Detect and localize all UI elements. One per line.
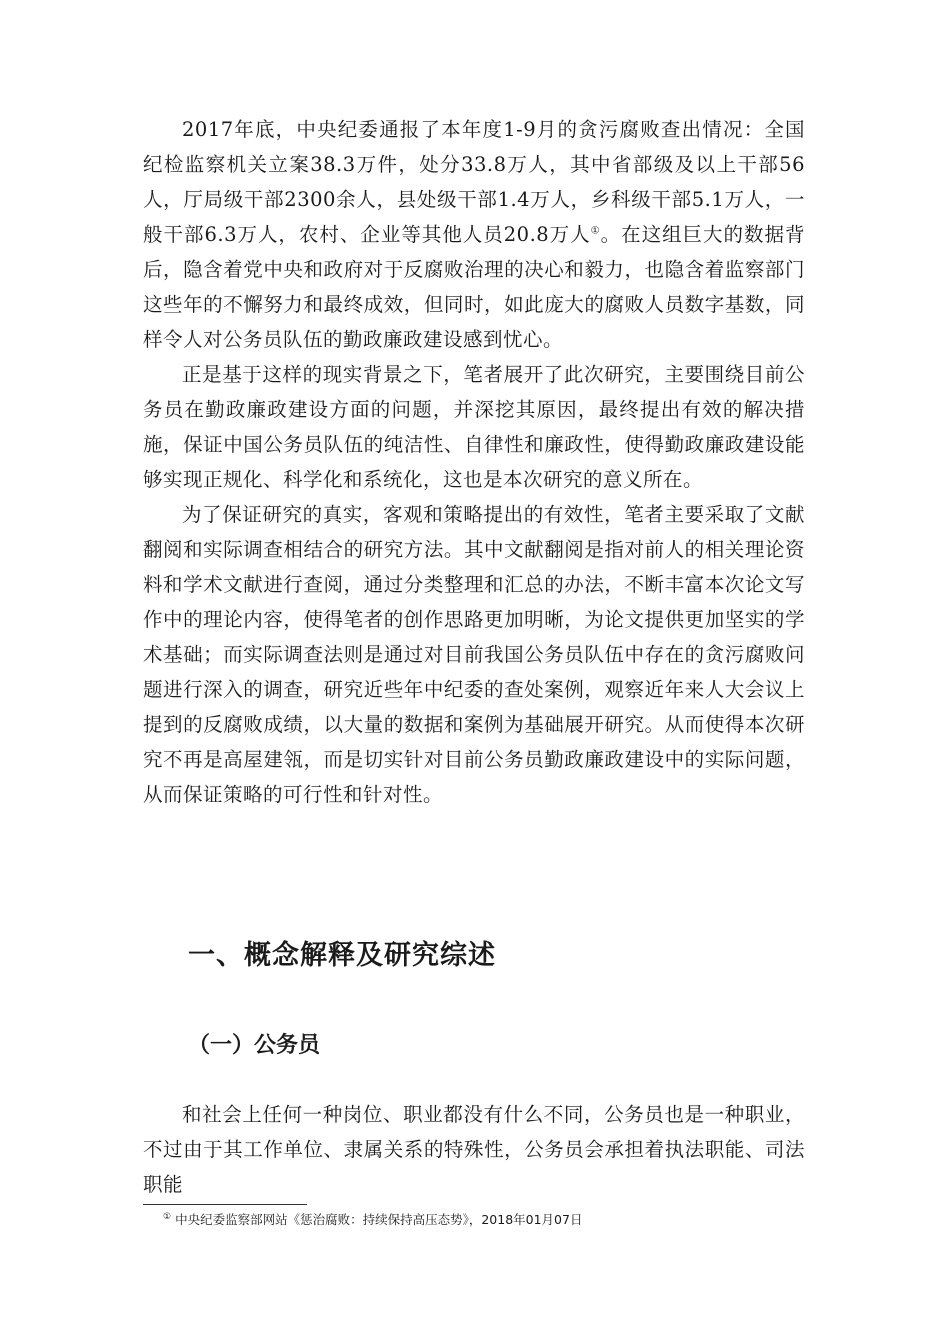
section-paragraph-1: 和社会上任何一种岗位、职业都没有什么不同，公务员也是一种职业，不过由于其工作单位、隶属关系的特殊性，公务员会承担着执法职能、司法职能 (143, 1103, 805, 1196)
footnote-separator (143, 1204, 307, 1205)
section-heading: （一）公务员 (188, 1033, 321, 1058)
footnote (163, 1210, 582, 1230)
intro-paragraph-1-continued: 。在这组巨大的数据背后，隐含着党中央和政府对于反腐败治理的决心和毅力，也隐含着监察部门这些年的不懈努力和最终成效，但同时，如此庞大的腐败人员数字基数，同样令人对公务员队伍的勤政廉政建设感到忧心。 (143, 223, 805, 351)
footnote-mark: ① (163, 1211, 172, 1222)
intro-paragraph-1-text: 2017年底，中央纪委通报了本年度1-9月的贪污腐败查出情况：全国纪检监察机关立案38.3万件，处分33.8万人，其中省部级及以上干部56人，厅局级干部2300余人，县处级干部1.4万人，乡科级干部5.1万人，一般干部6.3万人，农村、企业等其他人员20.8万人 (143, 118, 805, 246)
intro-paragraph-3: 为了保证研究的真实，客观和策略提出的有效性，笔者主要采取了文献翻阅和实际调查相结合的研究方法。其中文献翻阅是指对前人的相关理论资料和学术文献进行查阅，通过分类整理和汇总的办法，不断丰富本次论文写作中的理论内容，使得笔者的创作思路更加明晰，为论文提供更加坚实的学术基础；而实际调查法则是通过对目前我国公务员队伍中存在的贪污腐败问题进行深入的调查，研究近些年中纪委的查处案例，观察近年来人大会议上提到的反腐败成绩，以大量的数据和案例为基础展开研究。从而使得本次研究不再是高屋建瓴，而是切实针对目前公务员勤政廉政建设中的实际问题，从而保证策略的可行性和针对性。 (143, 503, 805, 806)
footnote-text: 中央纪委监察部网站《惩治腐败：持续保持高压态势》，2018年01月07日 (175, 1212, 583, 1227)
footnote-reference[interactable]: ① (590, 225, 601, 237)
section-paragraphs (143, 1097, 805, 1202)
intro-paragraph-2: 正是基于这样的现实背景之下，笔者展开了此次研究，主要围绕目前公务员在勤政廉政建设方面的问题，并深挖其原因，最终提出有效的解决措施，保证中国公务员队伍的纯洁性、自律性和廉政性，使得勤政廉政建设能够实现正规化、科学化和系统化，这也是本次研究的意义所在。 (143, 363, 805, 491)
intro-paragraphs (143, 112, 805, 812)
intro-paragraph-1 (143, 112, 805, 357)
chapter-heading: 一、概念解释及研究综述 (188, 940, 496, 971)
